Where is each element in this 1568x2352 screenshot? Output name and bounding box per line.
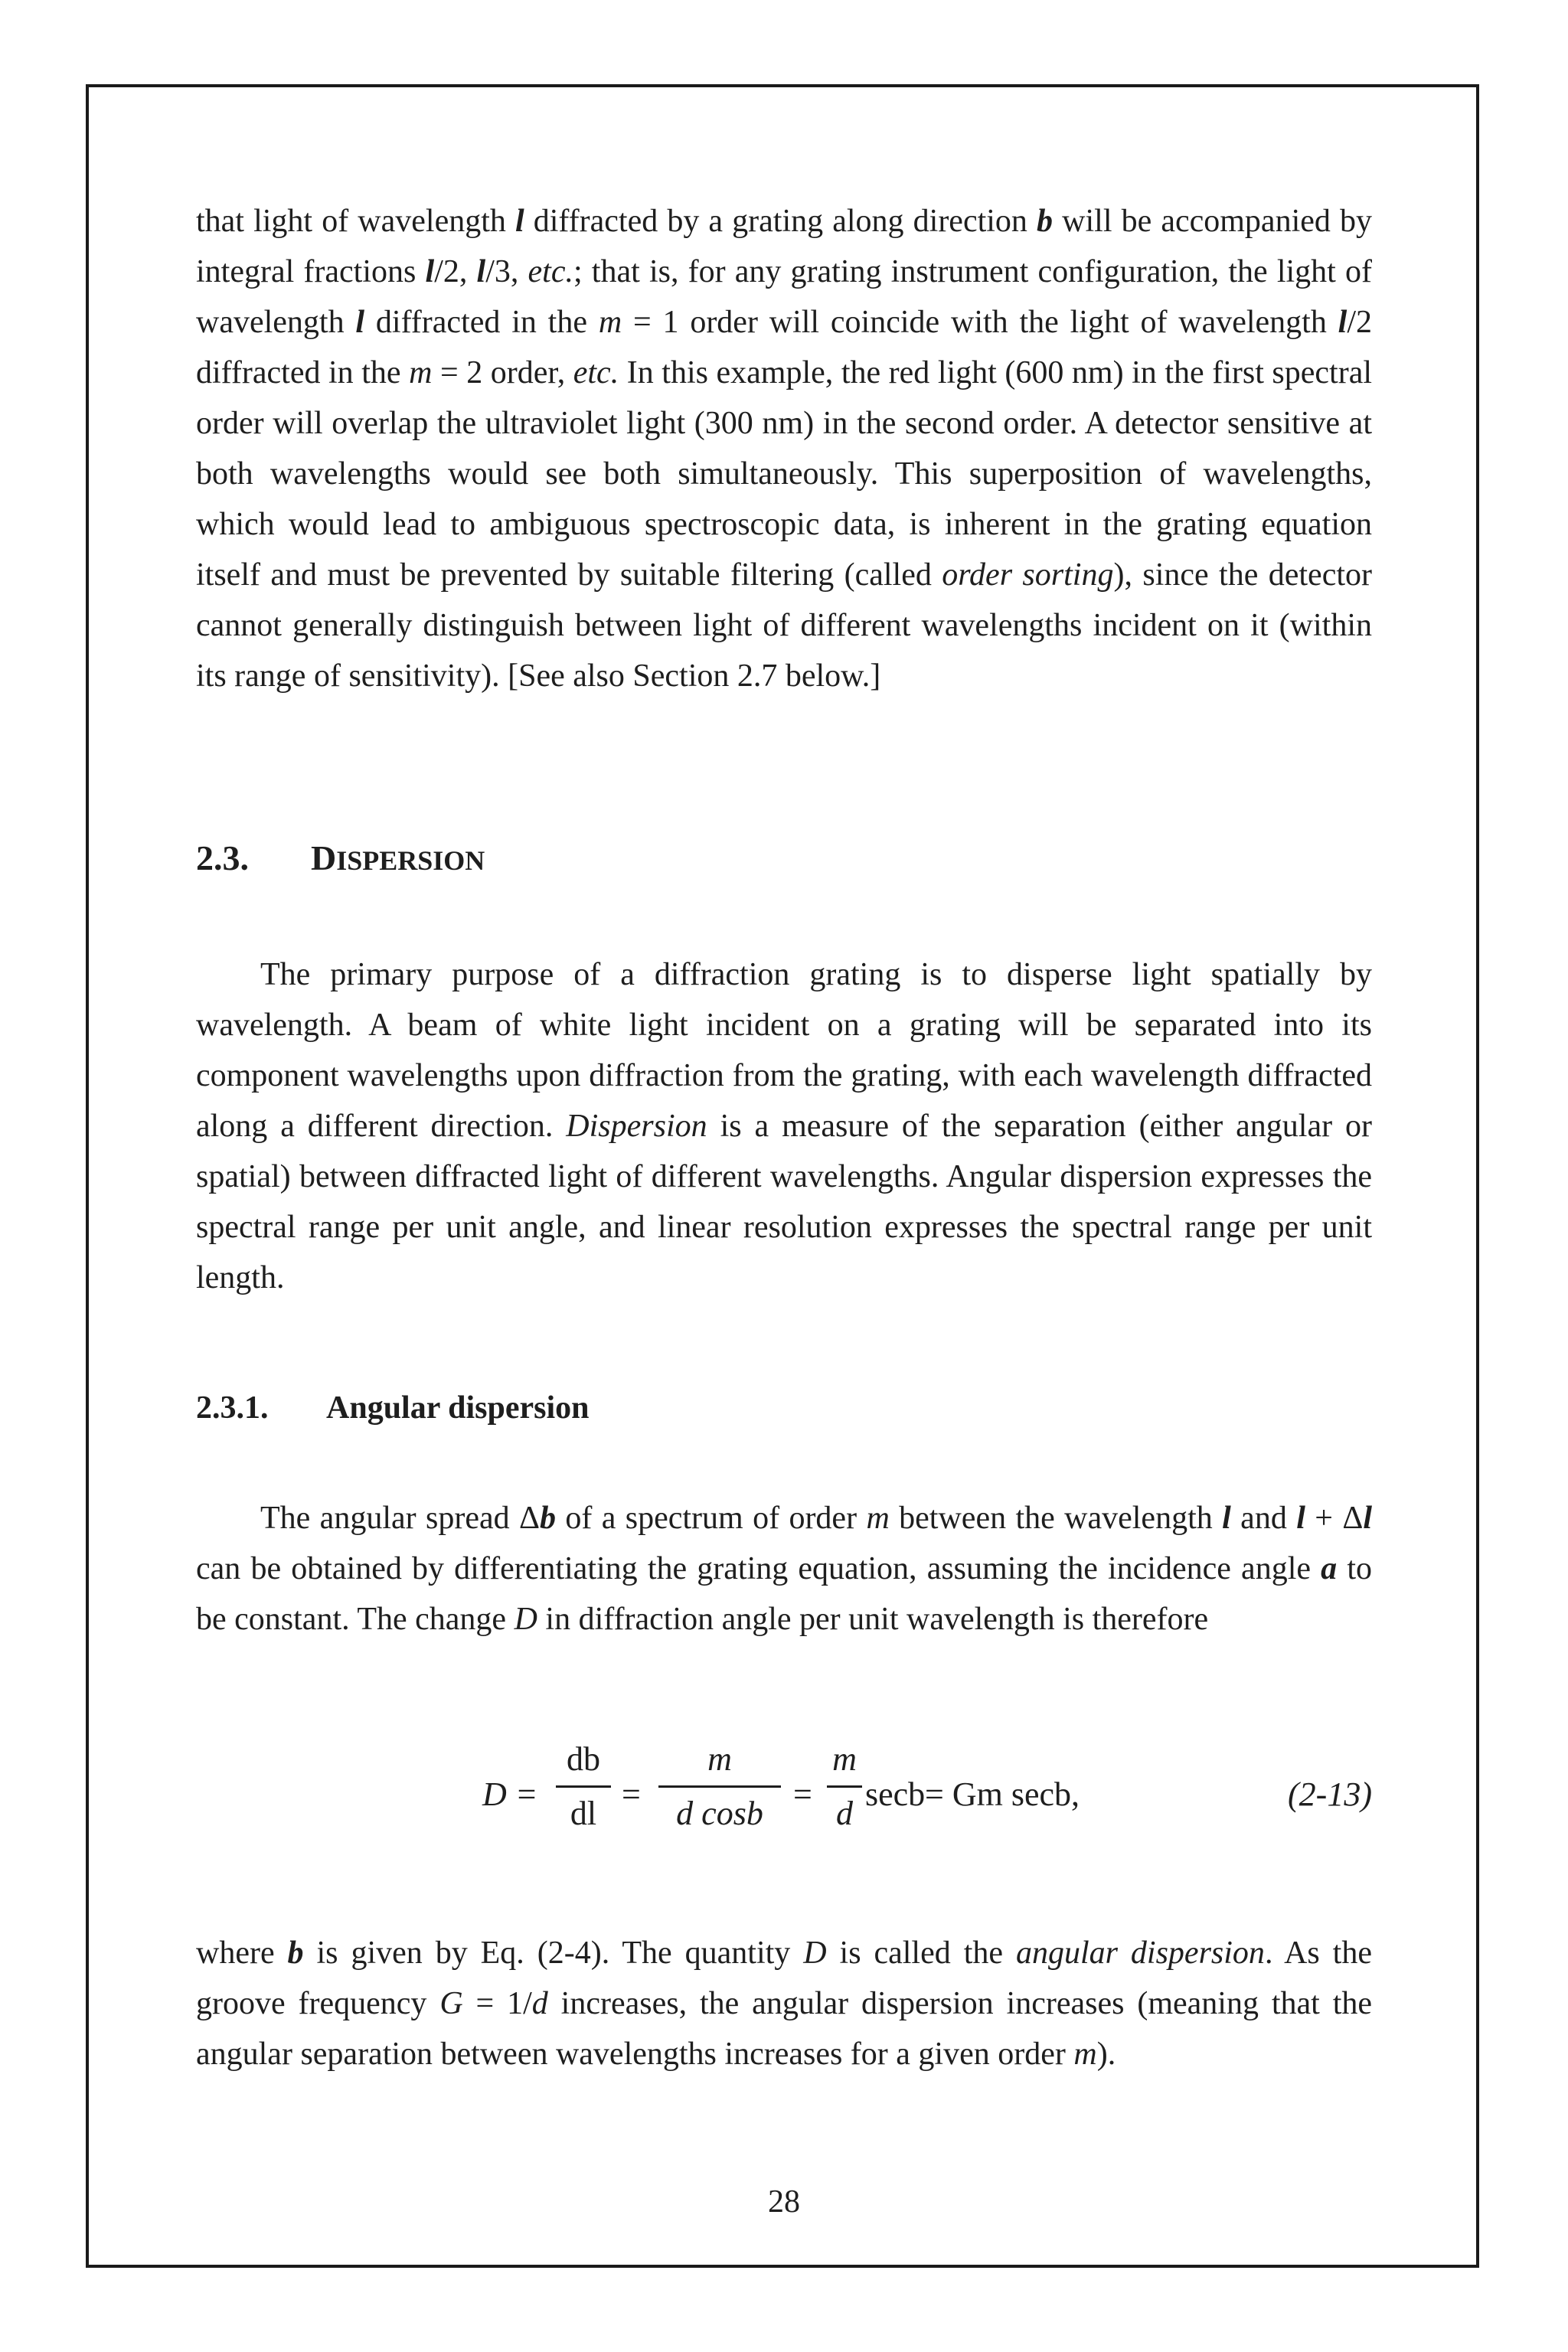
equation-number: (2-13) (1288, 1775, 1372, 1813)
fraction-numerator: db (567, 1740, 600, 1778)
fraction-m-over-d (827, 1738, 862, 1835)
fraction-bar (556, 1785, 611, 1788)
fraction-d-beta-d-lambda (556, 1738, 611, 1835)
equals-sign: = (622, 1775, 641, 1813)
section-heading: 2.3. DISPERSION (196, 838, 485, 877)
fraction-m-over-d-cos-beta (658, 1738, 781, 1835)
fraction-denominator: dl (570, 1795, 597, 1832)
paragraph-angular-dispersion: where b is given by Eq. (2-4). The quantity D is called the angular dispersion. As the groove frequency G = 1/d increases, the angular dispersion increases (meaning that the angular separation between wavelengths increases for a given order m). (196, 1936, 1373, 2072)
equals-sign: = (793, 1775, 812, 1813)
equation-2-13 (482, 1738, 1372, 1853)
fraction-denominator: d cosb (676, 1795, 763, 1832)
equation-rhs: = Gm secb, (925, 1775, 1080, 1813)
equation-lhs: D = (482, 1775, 538, 1813)
paragraph-dispersion-intro: The primary purpose of a diffraction grating is to disperse light spatially by wavelength. A beam of white light incident on a grating will be separated into its component wavelengths upon diffraction from the grating, with each wavelength diffracted along a different direction. Dispersion is a measure of the separation (either angular or spatial) between diffracted light of different wavelengths. Angular dispersion expresses the spectral range per unit angle, and linear resolution expresses the spectral range per unit length. (196, 957, 1372, 1295)
fraction-denominator: d (836, 1795, 853, 1832)
fraction-numerator: m (707, 1740, 732, 1778)
subsection-heading: 2.3.1. Angular dispersion (196, 1390, 590, 1426)
fraction-numerator: m (832, 1740, 857, 1778)
paragraph-angular-spread: The angular spread Δb of a spectrum of order m between the wavelength l and l + Δl can be obtained by differentiating the grating equation, assuming the incidence angle a to be constant. The change D in diffraction angle per unit wavelength is therefore (196, 1501, 1373, 1637)
sec-beta: secb (865, 1775, 926, 1813)
fraction-bar (658, 1785, 781, 1788)
page-number: 28 (768, 2184, 800, 2220)
paragraph-order-overlap: that light of wavelength l diffracted by a grating along direction b will be accompanied by integral fractions l/2, l/3, etc.; that is, for any grating instrument configuration, the light of wavelength l diffracted in the m = 1 order will coincide with the light of wavelength l/2 diffracted in the m = 2 order, etc. In this example, the red light (600 nm) in the first spectral order will overlap the ultraviolet light (300 nm) in the second order. A detector sensitive at both wavelengths would see both simultaneously. This superposition of wavelengths, which would lead to ambiguous spectroscopic data, is inherent in the grating equation itself and must be prevented by suitable filtering (called order sorting), since the detector cannot generally distinguish between light of different wavelengths incident on it (within its range of sensitivity). [See also Section 2.7 below.] (196, 204, 1373, 694)
fraction-bar (827, 1785, 862, 1788)
